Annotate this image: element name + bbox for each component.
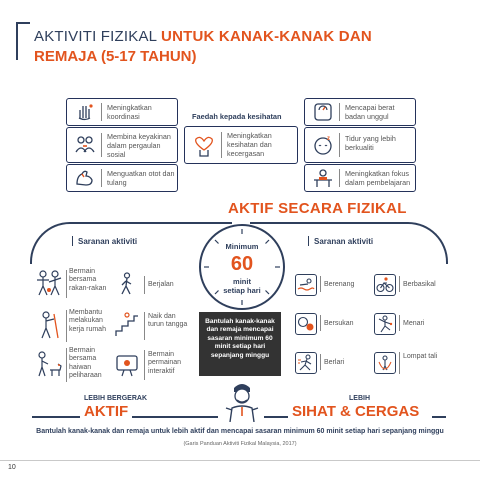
- footer-left-big: AKTIF: [84, 403, 129, 420]
- heart-fist-icon: [193, 133, 215, 157]
- activity-label: Berlari: [324, 359, 345, 366]
- activity-separator: [399, 315, 400, 331]
- benefit-card-social: [66, 127, 178, 163]
- footer-left-line-2: [132, 416, 218, 418]
- benefit-card-muscle: [66, 164, 178, 192]
- benefit-text: Tidur yang lebih berkualiti: [345, 134, 396, 152]
- sleeping-face-icon: [312, 134, 334, 156]
- page-title: [34, 28, 372, 45]
- benefit-text: Meningkatkan koordinasi: [107, 103, 152, 121]
- activity-separator: [320, 315, 321, 331]
- benefit-card-fitness: [184, 126, 298, 164]
- children-playing-icon: [34, 268, 64, 298]
- activity-separator: [320, 276, 321, 292]
- benefit-text: Menguatkan otot dan tulang: [107, 169, 175, 187]
- benefit-text: Meningkatkan fokus dalam pembelajaran: [345, 169, 411, 187]
- title-part1: AKTIVITI FIZIKAL: [34, 28, 157, 45]
- activity-icon-box: [295, 274, 317, 296]
- activity-icon-box: [374, 313, 396, 335]
- pet-dog-icon: [34, 350, 64, 378]
- benefit-text: Membina keyakinan dalam pergaulan sosial: [107, 132, 171, 159]
- weighing-scale-icon: [313, 102, 333, 122]
- minimum-60-clock: [199, 224, 285, 310]
- activity-label: Bersukan: [324, 320, 354, 327]
- left-header-tick: [72, 236, 73, 246]
- activity-label: Naik dan turun tangga: [148, 313, 188, 329]
- hand-coordination-icon: [75, 102, 95, 122]
- footer-right-line: [264, 416, 288, 418]
- jump-rope-icon: [376, 354, 394, 372]
- right-activities-header: Saranan aktiviti: [314, 237, 374, 246]
- card-separator: [221, 132, 222, 158]
- card-separator: [101, 133, 102, 157]
- activity-icon-box: [374, 352, 396, 374]
- card-separator: [101, 103, 102, 121]
- activity-label: Membantu melakukan kerja rumah: [69, 309, 106, 333]
- social-people-icon: [74, 134, 96, 156]
- activity-label: Bermain permainan interaktif: [148, 351, 182, 375]
- page-title-line2: REMAJA (5-17 TAHUN): [34, 48, 197, 65]
- clock-minimum-label: Minimum: [225, 242, 259, 251]
- footer-statement: Bantulah kanak-kanak dan remaja untuk lebih aktif dan mencapai sasaran minimum 60 minit setiap hari sepanjang minggu: [36, 428, 444, 435]
- muscle-arm-icon: [74, 168, 96, 188]
- footer-source: (Garis Panduan Aktiviti Fizikal Malaysia, 2017): [183, 441, 297, 447]
- right-header-tick: [308, 236, 309, 246]
- page-divider: [0, 460, 480, 461]
- target-statement-box: [199, 312, 281, 376]
- footer-left-small: LEBIH BERGERAK: [84, 395, 148, 402]
- left-activities-header: Saranan aktiviti: [78, 237, 138, 246]
- activity-label: Menari: [403, 320, 425, 327]
- target-statement-text: Bantulah kanak-kanak dan remaja mencapai sasaran minimum 60 minit setiap hari sepanjang minggu: [205, 318, 275, 359]
- clock-setiap-hari-label: setiap hari: [223, 286, 261, 295]
- benefit-card-focus: [304, 164, 416, 192]
- coach-mascot-icon: [222, 380, 262, 422]
- running-icon: [297, 354, 315, 372]
- card-separator: [339, 103, 340, 121]
- footer-right-small: LEBIH: [349, 395, 370, 402]
- walking-icon: [116, 272, 138, 296]
- footer-left-line: [32, 416, 80, 418]
- activity-label: Bermain bersama haiwan peliharaan: [69, 347, 102, 380]
- card-separator: [339, 169, 340, 187]
- title-bracket: [16, 22, 30, 60]
- activity-icon-box: [295, 313, 317, 335]
- benefit-text: Mencapai berat badan unggul: [345, 103, 395, 121]
- benefits-header: Faedah kepada kesihatan: [192, 112, 282, 121]
- activity-separator: [66, 310, 67, 342]
- page-number: 10: [8, 464, 16, 471]
- benefit-text: Meningkatkan kesihatan dan kecergasan: [227, 131, 272, 158]
- activity-separator: [320, 354, 321, 370]
- benefit-card-sleep: [304, 127, 416, 163]
- card-separator: [101, 169, 102, 187]
- housework-icon: [36, 310, 62, 340]
- activity-separator: [144, 350, 145, 380]
- sports-balls-icon: [297, 315, 315, 333]
- activity-separator: [144, 312, 145, 340]
- activity-label: Berbasikal: [403, 281, 436, 288]
- stairs-icon: [114, 312, 140, 338]
- benefit-card-coordination: [66, 98, 178, 126]
- interactive-game-icon: [114, 352, 140, 378]
- dancing-icon: [376, 315, 394, 333]
- activity-label: Bermain bersama rakan-rakan: [69, 268, 107, 292]
- clock-number: 60: [230, 253, 254, 275]
- activity-label: Lompat tali: [403, 353, 438, 360]
- activity-label: Berenang: [324, 281, 355, 288]
- activity-icon-box: [295, 352, 317, 374]
- activity-separator: [66, 348, 67, 382]
- activity-icon-box: [374, 274, 396, 296]
- card-separator: [339, 133, 340, 157]
- svg-text:z: z: [327, 136, 330, 142]
- student-desk-icon: [312, 168, 334, 188]
- footer-right-line-2: [432, 416, 446, 418]
- footer-right-big: SIHAT & CERGAS: [292, 403, 420, 420]
- title-part2: UNTUK KANAK-KANAK DAN: [161, 28, 372, 45]
- activity-separator: [399, 276, 400, 292]
- activity-separator: [66, 270, 67, 298]
- activity-separator: [399, 352, 400, 374]
- activity-label: Berjalan: [148, 281, 174, 288]
- banner-aktif-secara-fizikal: AKTIF SECARA FIZIKAL: [228, 200, 407, 217]
- clock-minit-label: minit: [233, 277, 251, 286]
- activity-separator: [144, 276, 145, 294]
- swimming-icon: [297, 277, 315, 293]
- cycling-icon: [376, 276, 394, 294]
- benefit-card-weight: [304, 98, 416, 126]
